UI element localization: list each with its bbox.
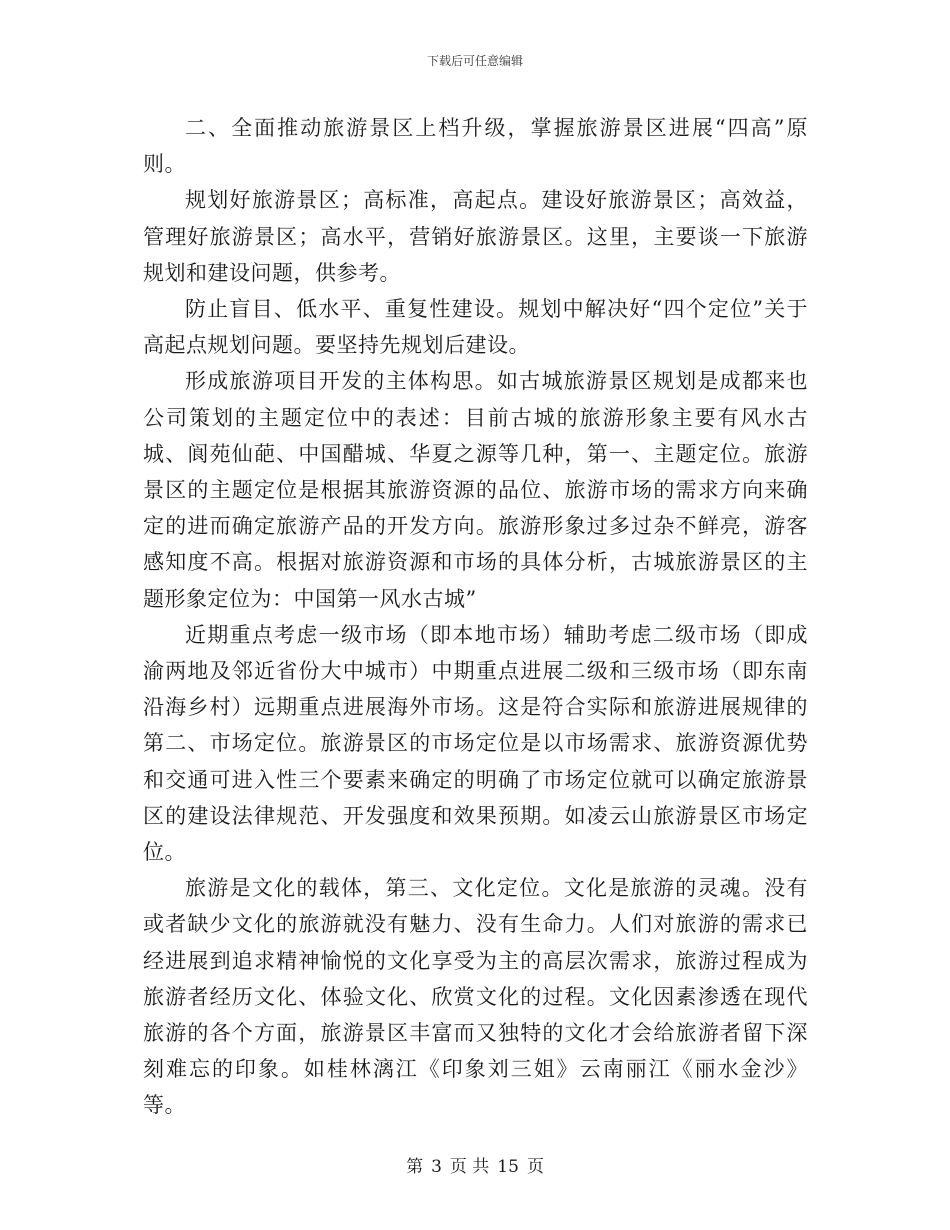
footer-mid: 页 共 bbox=[449, 1157, 490, 1177]
paragraph-2: 规划好旅游景区；高标准，高起点。建设好旅游景区；高效益，管理好旅游景区；高水平，营销好旅游景区。这里，主要谈一下旅游规划和建设问题，供参考。 bbox=[143, 188, 808, 285]
page-number-footer bbox=[0, 1152, 950, 1177]
total-page-count: 15 bbox=[497, 1157, 519, 1177]
document-body bbox=[143, 110, 808, 1124]
footer-prefix: 第 bbox=[406, 1157, 424, 1177]
page-header-note: 下载后可任意编辑 bbox=[426, 54, 523, 68]
paragraph-3: 防止盲目、低水平、重复性建设。规划中解决好“四个定位”关于高起点规划问题。要坚持先规划后建设。 bbox=[143, 297, 808, 358]
footer-suffix: 页 bbox=[526, 1157, 544, 1177]
paragraph-4: 形成旅游项目开发的主体构思。如古城旅游景区规划是成都来也公司策划的主题定位中的表述：目前古城的旅游形象主要有风水古城、阆苑仙葩、中国醋城、华夏之源等几种，第一、主题定位。旅游景区的主题定位是根据其旅游资源的品位、旅游市场的需求方向来确定的进而确定旅游产品的开发方向。旅游形象过多过杂不鲜亮，游客感知度不高。根据对旅游资源和市场的具体分析，古城旅游景区的主题形象定位为：中国第一风水古城” bbox=[143, 369, 808, 611]
paragraph-6: 旅游是文化的载体，第三、文化定位。文化是旅游的灵魂。没有或者缺少文化的旅游就没有魅力、没有生命力。人们对旅游的需求已经进展到追求精神愉悦的文化享受为主的高层次需求，旅游过程成为旅游者经历文化、体验文化、欣赏文化的过程。文化因素渗透在现代旅游的各个方面，旅游景区丰富而又独特的文化才会给旅游者留下深刻难忘的印象。如桂林漓江《印象刘三姐》云南丽江《丽水金沙》等。 bbox=[143, 876, 808, 1118]
paragraph-1: 二、全面推动旅游景区上档升级，掌握旅游景区进展“四高”原则。 bbox=[143, 116, 808, 177]
paragraph-5: 近期重点考虑一级市场（即本地市场）辅助考虑二级市场（即成渝两地及邻近省份大中城市）中期重点进展二级和三级市场（即东南沿海乡村）远期重点进展海外市场。这是符合实际和旅游进展规律的第二、市场定位。旅游景区的市场定位是以市场需求、旅游资源优势和交通可进入性三个要素来确定的明确了市场定位就可以确定旅游景区的建设法律规范、开发强度和效果预期。如凌云山旅游景区市场定位。 bbox=[143, 622, 808, 865]
current-page-number: 3 bbox=[431, 1157, 442, 1177]
